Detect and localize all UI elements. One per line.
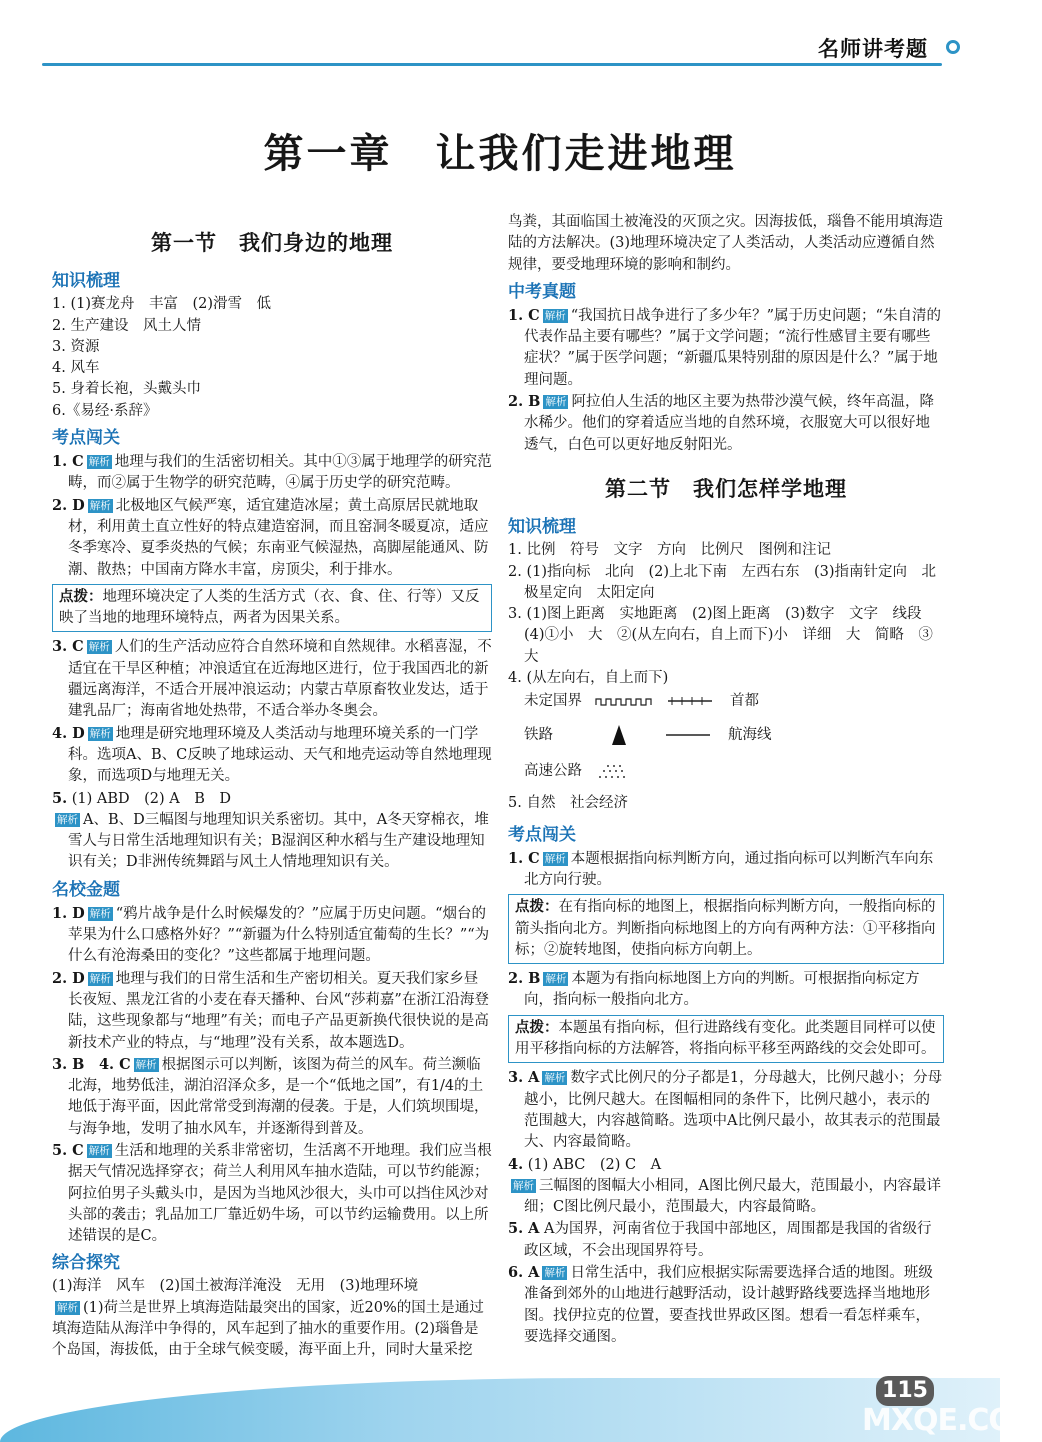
tip-box: 点拨：地理环境决定了人类的生活方式（衣、食、住、行等）又反映了当地的地理环境特点，两者为因果关系。 bbox=[52, 584, 492, 633]
question-item: 1. C 解析 “我国抗日战争进行了多少年？”属于历史问题；“朱自清的代表作品主要有哪些？”属于文学问题；“流行性感冒主要有哪些症状？”属于医学问题；“新疆瓜果特别甜的原因是什么？”属于地理问题。 bbox=[508, 306, 941, 388]
answer-line: 1. (1)赛龙舟 丰富 (2)滑雪 低 bbox=[52, 296, 272, 313]
question-item: 4. D 解析 地理是研究地理环境及人类活动与地理环境关系的一门学科。选项A、B、C反映了地球运动、天气和地壳运动等自然地理现象，而选项D与地理无关。 bbox=[52, 724, 492, 785]
analysis-tag: 解析 bbox=[545, 396, 567, 409]
analysis-tag: 解析 bbox=[544, 1072, 566, 1085]
answer-line: 5. 自然 社会经济 bbox=[508, 795, 628, 812]
analysis-continued: 鸟粪，其面临国土被淹没的灭顶之灾。因海拔低，瑙鲁不能用填海造陆的方法解决。(3)地理环境决定了人类活动，人类活动应遵循自然规律，要受地理环境的影响和制约。 bbox=[508, 214, 943, 273]
answer-line: 2. 生产建设 风土人情 bbox=[52, 317, 201, 334]
question-item: 1. C 解析 本题根据指向标判断方向，通过指向标可以判断汽车向东北方向行驶。 bbox=[508, 849, 934, 888]
question-item: 5. A A为国界，河南省位于我国中部地区，周围都是我国的省级行政区域，不会出现国界符号。 bbox=[508, 1220, 932, 1259]
answer-line: 5. 身着长袍，头戴头巾 bbox=[52, 381, 201, 398]
section-heading: 综合探究 bbox=[52, 1253, 120, 1274]
section-heading: 知识梳理 bbox=[508, 517, 576, 538]
answer-line: 2. (1)指向标 北向 (2)上北下南 左西右东 (3)指南针定向 北极星定向 太阳定向 bbox=[508, 563, 937, 601]
section-heading: 考点闯关 bbox=[52, 428, 120, 449]
answer-line: (1)海洋 风车 (2)国土被海洋淹没 无用 (3)地理环境 bbox=[52, 1278, 419, 1295]
analysis-tag: 解析 bbox=[57, 1301, 78, 1314]
footer-wave bbox=[0, 1378, 1000, 1442]
question-item: 1. D 解析 “鸦片战争是什么时候爆发的？”应属于历史问题。“烟台的苹果为什么口感格外好？”“新疆为什么特别适宜葡萄的生长？”“为什么有沧海桑田的变化？”这些都属于地理问题。 bbox=[52, 904, 490, 965]
legend-label: 铁路 bbox=[524, 727, 553, 744]
analysis-tag: 解析 bbox=[88, 641, 110, 654]
analysis-tag: 解析 bbox=[89, 499, 111, 512]
analysis-paragraph: 解析 (1)荷兰是世界上填海造陆最突出的国家，近20%的国土是通过填海造陆从海洋中争得的，风车起到了抽水的重要作用。(2)瑙鲁是个岛国，海拔低，由于全球气候变暖，海平面上升，同时大量采挖 bbox=[52, 1299, 484, 1359]
question-item: 3. B 4. C 解析 根据图示可以判断，该图为荷兰的风车。荷兰濒临北海，地势低洼，湖泊沼泽众多，是一个“低地之国”，有1/4的土地低于海平面，因此常常受到海潮的侵袭。于是，人们筑坝围堤，与海争地，发明了抽水风车，并逐渐得到普及。 bbox=[52, 1055, 489, 1137]
undetermined-border-symbol bbox=[596, 697, 656, 707]
page-number: 115 bbox=[876, 1376, 934, 1406]
legend-label: 首都 bbox=[730, 693, 759, 710]
answer-line: 6.《易经·系辞》 bbox=[52, 402, 158, 419]
analysis-tag: 解析 bbox=[545, 973, 567, 986]
legend-label: 未定国界 bbox=[524, 693, 582, 710]
question-item: 3. A 解析 数字式比例尺的分子都是1，分母越大，比例尺越小；分母越小，比例尺越大。在图幅相同的条件下，比例尺越小，表示的范围越大，内容越简略。选项中A比例尺最小，故其表示的范围最大、内容最简略。 bbox=[508, 1069, 943, 1151]
answer-line: 4. (从左向右，自上而下) bbox=[508, 670, 669, 687]
analysis-tag: 解析 bbox=[89, 972, 111, 985]
highway-symbol bbox=[596, 763, 632, 779]
question-item: 4. (1) ABC (2) C A bbox=[508, 1155, 662, 1173]
triangle-symbol bbox=[612, 725, 626, 745]
question-item: 6. A 解析 日常生活中，我们应根据实际需要选择合适的地图。班级准备到郊外的山地进行越野活动，设计越野路线要选择当地地形图。找伊拉克的位置，要查找世界政区图。想看一看怎样乘车，要选择交通图。 bbox=[508, 1263, 933, 1345]
question-item: 2. D 解析 北极地区气候严寒，适宜建造冰屋；黄土高原居民就地取材，利用黄土直立性好的特点建造窑洞，而且窑洞冬暖夏凉，适应冬季寒冷、夏季炎热的气候；东南亚气候湿热，高脚屋能通风、防潮、散热；中国南方降水丰富，房顶尖，利于排水。 bbox=[52, 496, 489, 578]
header-title: 名师讲考题 bbox=[818, 36, 928, 61]
section-heading: 考点闯关 bbox=[508, 824, 576, 845]
question-item: 5. (1) ABD (2) A B D bbox=[52, 789, 232, 807]
chapter-title: 第一章 让我们走进地理 bbox=[263, 130, 737, 177]
answer-line: 3. (1)图上距离 实地距离 (2)图上距离 (3)数字 文字 线段 (4)①小 大 ②(从左向右，自上而下)小 详细 大 简略 ③大 bbox=[508, 606, 937, 665]
analysis-tag: 解析 bbox=[57, 813, 78, 826]
section1-title: 第一节 我们身边的地理 bbox=[151, 230, 393, 255]
header-rule bbox=[42, 63, 942, 66]
question-item: 3. C 解析 人们的生产活动应符合自然环境和自然规律。水稻喜湿，不适宜在干旱区种植；冲浪适宜在近海地区进行，位于我国西北的新疆远离海洋，不适合开展冲浪运动；内蒙古草原畜牧业发达，适于建乳品厂；海南省地处热带，不适合举办冬奥会。 bbox=[52, 638, 492, 720]
sea-route-symbol bbox=[666, 733, 710, 737]
right-column bbox=[508, 212, 944, 1348]
tip-box: 点拨：本题虽有指向标，但行进路线有变化。此类题目同样可以使用平移指向标的方法解答，将指向标平移至两路线的交会处即可。 bbox=[508, 1015, 944, 1064]
question-item: 5. C 解析 生活和地理的关系非常密切，生活离不开地理。我们应当根据天气情况选择穿衣；荷兰人利用风车抽水造陆，可以节约能源；阿拉伯男子头戴头巾，是因为当地风沙很大，头巾可以挡住风沙对头部的袭击；乳品加工厂靠近奶牛场，可以节约运输费用。以上所述错误的是C。 bbox=[52, 1141, 492, 1245]
analysis-tag: 解析 bbox=[88, 1144, 110, 1157]
section2-title: 第二节 我们怎样学地理 bbox=[605, 475, 847, 501]
legend-label: 航海线 bbox=[728, 727, 772, 744]
answer-line: 3. 资源 bbox=[52, 338, 100, 355]
question-item: 2. D 解析 地理与我们的日常生活和生产密切相关。夏天我们家乡昼长夜短、黑龙江省的小麦在春天播种、台风“莎莉嘉”在浙江沿海登陆，这些现象都与“地理”有关；而电子产品更新换代很快说的是高新技术产业的特点，与“地理”没有关系，故本题选D。 bbox=[52, 969, 489, 1051]
question-item: 1. C 解析 地理与我们的生活密切相关。其中①③属于地理学的研究范畴，而②属于生物学的研究范畴，④属于历史学的研究范畴。 bbox=[52, 453, 492, 492]
header-circle-icon bbox=[946, 40, 960, 54]
section-heading: 知识梳理 bbox=[52, 271, 120, 292]
answer-line: 4. 风车 bbox=[52, 360, 100, 377]
capital-symbol-line bbox=[668, 695, 712, 707]
analysis-tag: 解析 bbox=[544, 852, 566, 865]
analysis-paragraph: 解析 三幅图的图幅大小相同，A图比例尺最大，范围最小，内容最详细；C图比例尺最小，范围最大，内容最简略。 bbox=[513, 1177, 941, 1216]
answer-line: 1. 比例 符号 文字 方向 比例尺 图例和注记 bbox=[508, 542, 831, 559]
analysis-tag: 解析 bbox=[135, 1058, 157, 1071]
map-legend bbox=[508, 689, 944, 793]
section-heading: 名校金题 bbox=[52, 879, 120, 900]
analysis-tag: 解析 bbox=[513, 1179, 534, 1192]
legend-label: 高速公路 bbox=[524, 763, 582, 780]
left-column bbox=[52, 228, 492, 1362]
watermark-text: MXQE.COM bbox=[862, 1403, 1042, 1438]
question-item: 2. B 解析 本题为有指向标地图上方向的判断。可根据指向标定方向，指向标一般指向北方。 bbox=[508, 970, 920, 1009]
analysis-tag: 解析 bbox=[89, 727, 111, 740]
analysis-tag: 解析 bbox=[89, 907, 111, 920]
question-item: 2. B 解析 阿拉伯人生活的地区主要为热带沙漠气候，终年高温，降水稀少。他们的穿着适应当地的自然环境，衣服宽大可以很好地透气，白色可以更好地反射阳光。 bbox=[508, 393, 934, 453]
analysis-tag: 解析 bbox=[544, 1266, 566, 1279]
analysis-paragraph: 解析 A、B、D三幅图与地理知识关系密切。其中，A冬天穿棉衣，堆雪人与日常生活地理知识有关；B湿润区种水稻与生产建设地理知识有关；D非洲传统舞蹈与风土人情地理知识有关。 bbox=[57, 811, 489, 871]
tip-box: 点拨：在有指向标的地图上，根据指向标判断方向，一般指向标的箭头指向北方。判断指向标地图上的方向有两种方法：①平移指向标；②旋转地图，使指向标方向朝上。 bbox=[508, 894, 944, 964]
analysis-tag: 解析 bbox=[88, 456, 110, 469]
section-heading: 中考真题 bbox=[508, 281, 576, 302]
analysis-tag: 解析 bbox=[544, 309, 566, 322]
